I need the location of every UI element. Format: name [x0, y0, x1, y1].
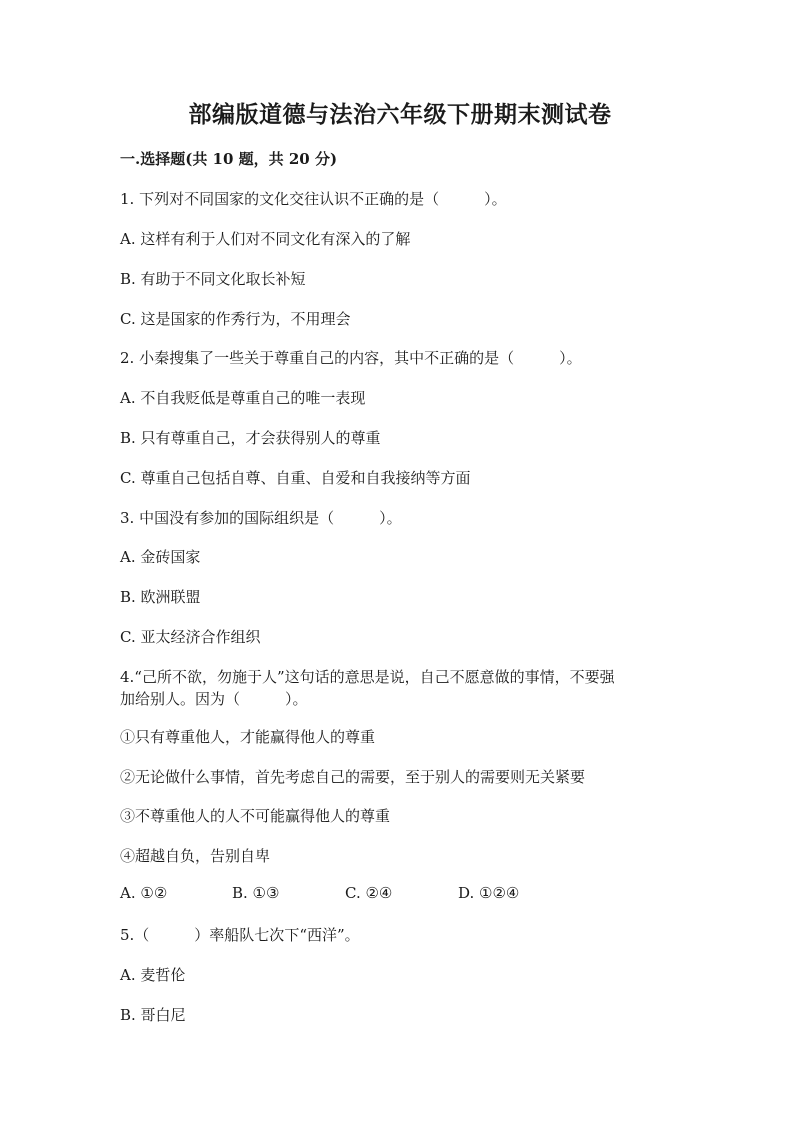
question-2-option-b: B. 只有尊重自己，才会获得别人的尊重 — [120, 429, 381, 447]
question-4-statement-1: ①只有尊重他人，才能赢得他人的尊重 — [120, 728, 376, 746]
question-1-stem: 1. 下列对不同国家的文化交往认识不正确的是（ ）。 — [120, 190, 507, 208]
question-2-stem: 2. 小秦搜集了一些关于尊重自己的内容，其中不正确的是（ ）。 — [120, 349, 582, 367]
question-4-statement-2: ②无论做什么事情，首先考虑自己的需要，至于别人的需要则无关紧要 — [120, 768, 586, 786]
question-5-option-b: B. 哥白尼 — [120, 1006, 186, 1024]
question-1-option-c: C. 这是国家的作秀行为，不用理会 — [120, 310, 351, 328]
question-5-stem: 5.（ ）率船队七次下“西洋”。 — [120, 926, 360, 944]
question-5-option-a: A. 麦哲伦 — [120, 966, 186, 984]
question-3-option-b: B. 欧洲联盟 — [120, 588, 201, 606]
question-4-options — [120, 884, 680, 906]
question-4-stem-line-2: 加给别人。因为（ ）。 — [120, 690, 308, 708]
question-4-stem-line-1: 4.“己所不欲，勿施于人”这句话的意思是说，自己不愿意做的事情，不要强 — [120, 668, 615, 686]
question-4-option-a: A. ①② — [120, 884, 168, 902]
page-title: 部编版道德与法治六年级下册期末测试卷 — [188, 101, 612, 128]
question-2-option-a: A. 不自我贬低是尊重自己的唯一表现 — [120, 389, 366, 407]
question-1-option-a: A. 这样有利于人们对不同文化有深入的了解 — [120, 230, 411, 248]
question-1-option-b: B. 有助于不同文化取长补短 — [120, 270, 306, 288]
question-3-option-a: A. 金砖国家 — [120, 548, 201, 566]
question-2-option-c: C. 尊重自己包括自尊、自重、自爱和自我接纳等方面 — [120, 469, 471, 487]
question-4-option-c: C. ②④ — [345, 884, 393, 902]
question-4-option-d: D. ①②④ — [458, 884, 520, 902]
question-4-option-b: B. ①③ — [232, 884, 280, 902]
question-4-statement-3: ③不尊重他人的人不可能赢得他人的尊重 — [120, 807, 391, 825]
question-3-option-c: C. 亚太经济合作组织 — [120, 628, 261, 646]
question-3-stem: 3. 中国没有参加的国际组织是（ ）。 — [120, 509, 402, 527]
question-4-statement-4: ④超越自负，告别自卑 — [120, 847, 271, 865]
section-heading: 一.选择题(共 10 题，共 20 分) — [120, 150, 338, 168]
